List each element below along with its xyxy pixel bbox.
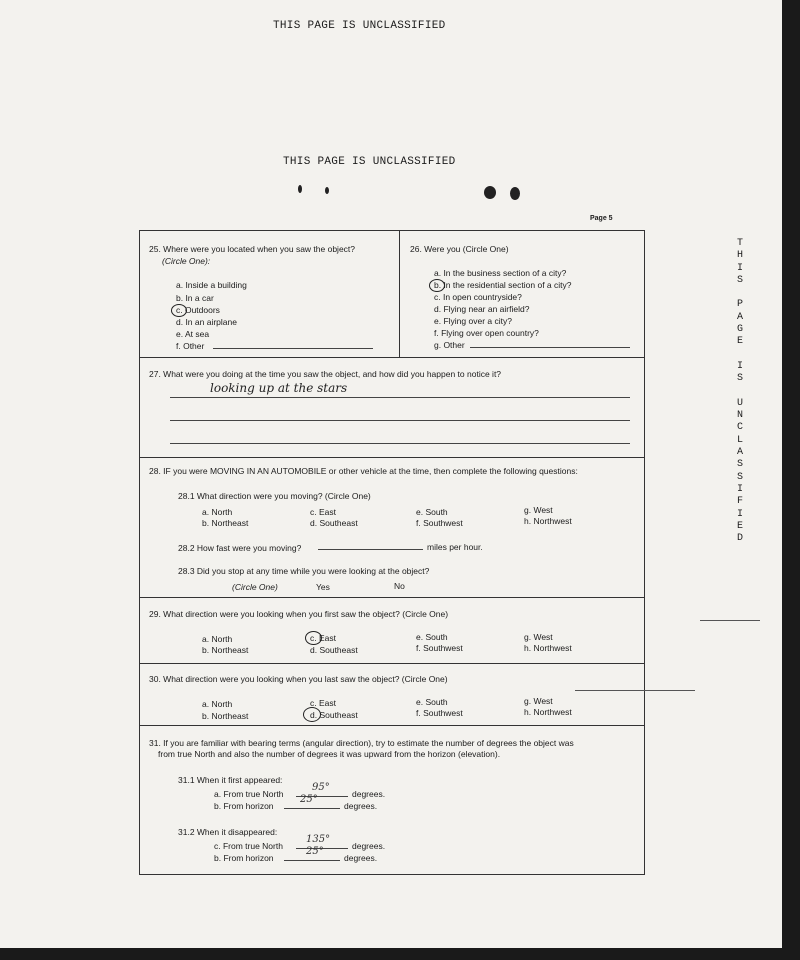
q31-1-b-value: 25°: [300, 794, 318, 805]
q25-option-f: f. Other: [176, 341, 205, 351]
side-stamp-letter: S: [736, 373, 743, 385]
side-stamp-letter: T: [736, 238, 743, 249]
section-divider: [139, 457, 644, 458]
side-stamp-letter: [733, 349, 747, 361]
q31-2-c-value: 135°: [306, 834, 331, 845]
q30-dir-d: d. Southeast: [310, 710, 358, 720]
q30-dir-h: h. Northwest: [524, 707, 572, 717]
side-stamp-letter: [733, 386, 747, 398]
side-stamp-letter: G: [736, 324, 743, 336]
q28-dir-d: d. Southeast: [310, 518, 358, 528]
classification-banner-top: THIS PAGE IS UNCLASSIFIED: [273, 20, 446, 32]
q26-question: 26. Were you (Circle One): [410, 244, 509, 254]
side-stamp-letter: E: [736, 336, 743, 348]
q29-dir-a: a. North: [202, 634, 233, 644]
q27-answer-line: [170, 397, 630, 398]
q26-option-g: g. Other: [434, 340, 465, 350]
punch-hole-mark: [510, 187, 520, 200]
q31-2-c-unit: degrees.: [352, 841, 386, 851]
side-stamp-letter: C: [736, 422, 743, 434]
side-stamp-letter: S: [736, 274, 743, 286]
q26-option-f: f. Flying over open country?: [434, 328, 539, 338]
q28-1-question: 28.1 What direction were you moving? (Circle One): [178, 491, 371, 501]
q26-option-c: c. In open countryside?: [434, 292, 522, 302]
q28-dir-f: f. Southwest: [416, 518, 463, 528]
q31-1-b-unit: degrees.: [344, 801, 378, 811]
q28-2-question: 28.2 How fast were you moving?: [178, 543, 302, 553]
q31-1-a-label: a. From true North: [214, 789, 284, 799]
scan-artifact-line: [575, 690, 695, 691]
page-number: Page 5: [590, 215, 613, 222]
q26-answer-circle: [429, 279, 445, 292]
q30-answer-circle: [303, 707, 321, 722]
q31-1-b-label: b. From horizon: [214, 801, 274, 811]
section-divider: [139, 357, 644, 358]
side-stamp-letter: A: [736, 311, 743, 323]
column-divider: [399, 230, 400, 357]
side-stamp-letter: I: [736, 360, 743, 372]
q28-dir-b: b. Northeast: [202, 518, 249, 528]
q29-dir-g: g. West: [524, 632, 553, 642]
q27-answer-line: [170, 420, 630, 421]
q25-other-line: [213, 348, 373, 349]
side-stamp-letter: S: [736, 459, 743, 471]
q31-question-line1: 31. If you are familiar with bearing terms (angular direction), try to estimate the number of degrees the object was: [149, 738, 574, 748]
q27-question: 27. What were you doing at the time you saw the object, and how did you happen to notice it?: [149, 369, 502, 379]
q26-option-e: e. Flying over a city?: [434, 316, 512, 326]
side-stamp-letter: [733, 287, 747, 299]
q29-answer-circle: [305, 631, 322, 645]
q29-dir-d: d. Southeast: [310, 645, 358, 655]
side-stamp-letter: P: [736, 299, 743, 311]
q26-option-a: a. In the business section of a city?: [434, 268, 567, 278]
q28-dir-h: h. Northwest: [524, 516, 572, 526]
side-stamp-letter: D: [736, 533, 743, 545]
q31-1-a-unit: degrees.: [352, 789, 386, 799]
side-stamp-letter: F: [736, 496, 743, 508]
side-stamp-letter: H: [736, 250, 743, 262]
side-stamp-letter: S: [736, 471, 743, 483]
q30-dir-c: c. East: [310, 698, 336, 708]
scan-artifact-line: [700, 620, 760, 621]
ink-mark: [325, 187, 329, 194]
side-stamp-letter: I: [736, 262, 743, 274]
ink-mark: [298, 185, 302, 193]
q27-handwritten-answer: looking up at the stars: [210, 381, 348, 395]
q29-dir-b: b. Northeast: [202, 645, 249, 655]
punch-hole-mark: [484, 186, 496, 199]
q26-other-line: [470, 347, 630, 348]
q28-3-yes: Yes: [316, 582, 330, 592]
side-stamp-letter: A: [736, 447, 743, 459]
section-divider: [139, 597, 644, 598]
side-classification-stamp: [733, 238, 747, 545]
q29-dir-c: c. East: [310, 633, 336, 643]
q31-2-question: 31.2 When it disappeared:: [178, 827, 278, 837]
q28-2-unit: miles per hour.: [427, 542, 483, 552]
q30-question: 30. What direction were you looking when you last saw the object? (Circle One): [149, 674, 448, 684]
q31-2-d-line: [284, 860, 340, 861]
q31-2-d-unit: degrees.: [344, 853, 378, 863]
q28-dir-g: g. West: [524, 505, 553, 515]
q25-option-e: e. At sea: [176, 329, 210, 339]
section-divider: [139, 663, 644, 664]
q31-1-b-line: [284, 808, 340, 809]
q31-question-line2: from true North and also the number of degrees it was upward from the horizon (elevation).: [158, 749, 501, 759]
side-stamp-letter: N: [736, 410, 743, 422]
q25-option-b: b. In a car: [176, 293, 214, 303]
q30-dir-b: b. Northeast: [202, 711, 249, 721]
q27-answer-line: [170, 443, 630, 444]
q25-question: 25. Where were you located when you saw the object?: [149, 244, 356, 254]
side-stamp-letter: I: [736, 483, 743, 495]
q25-option-a: a. Inside a building: [176, 280, 247, 290]
side-stamp-letter: E: [736, 520, 743, 532]
side-stamp-letter: I: [736, 508, 743, 520]
q28-dir-c: c. East: [310, 507, 336, 517]
side-stamp-letter: L: [736, 434, 743, 446]
q28-question: 28. IF you were MOVING IN AN AUTOMOBILE or other vehicle at the time, then complete the following questions:: [149, 466, 578, 476]
q28-2-answer-line: [318, 549, 423, 550]
q25-instruction: (Circle One):: [162, 256, 211, 266]
q26-option-d: d. Flying near an airfield?: [434, 304, 530, 314]
q31-2-d-value: 25°: [306, 846, 324, 857]
q31-2-d-label: b. From horizon: [214, 853, 274, 863]
q28-dir-e: e. South: [416, 507, 448, 517]
q31-2-c-label: c. From true North: [214, 841, 283, 851]
q29-dir-f: f. Southwest: [416, 643, 463, 653]
side-stamp-letter: U: [736, 397, 743, 409]
section-divider: [139, 725, 644, 726]
q30-dir-e: e. South: [416, 697, 448, 707]
q29-dir-h: h. Northwest: [524, 643, 572, 653]
q30-dir-g: g. West: [524, 696, 553, 706]
q25-answer-circle: [171, 304, 187, 317]
q28-3-no: No: [394, 581, 405, 591]
q29-dir-e: e. South: [416, 632, 448, 642]
q30-dir-f: f. Southwest: [416, 708, 463, 718]
q29-question: 29. What direction were you looking when you first saw the object? (Circle One): [149, 609, 449, 619]
q28-3-question: 28.3 Did you stop at any time while you were looking at the object?: [178, 566, 430, 576]
q28-3-instruction: (Circle One): [232, 582, 278, 592]
q31-1-question: 31.1 When it first appeared:: [178, 775, 283, 785]
classification-banner-inner: THIS PAGE IS UNCLASSIFIED: [283, 156, 456, 168]
q26-option-b: b. In the residential section of a city?: [434, 280, 572, 290]
q31-1-a-value: 95°: [312, 782, 330, 793]
q25-option-c: c. Outdoors: [176, 305, 220, 315]
q28-dir-a: a. North: [202, 507, 233, 517]
q30-dir-a: a. North: [202, 699, 233, 709]
q25-option-d: d. In an airplane: [176, 317, 237, 327]
